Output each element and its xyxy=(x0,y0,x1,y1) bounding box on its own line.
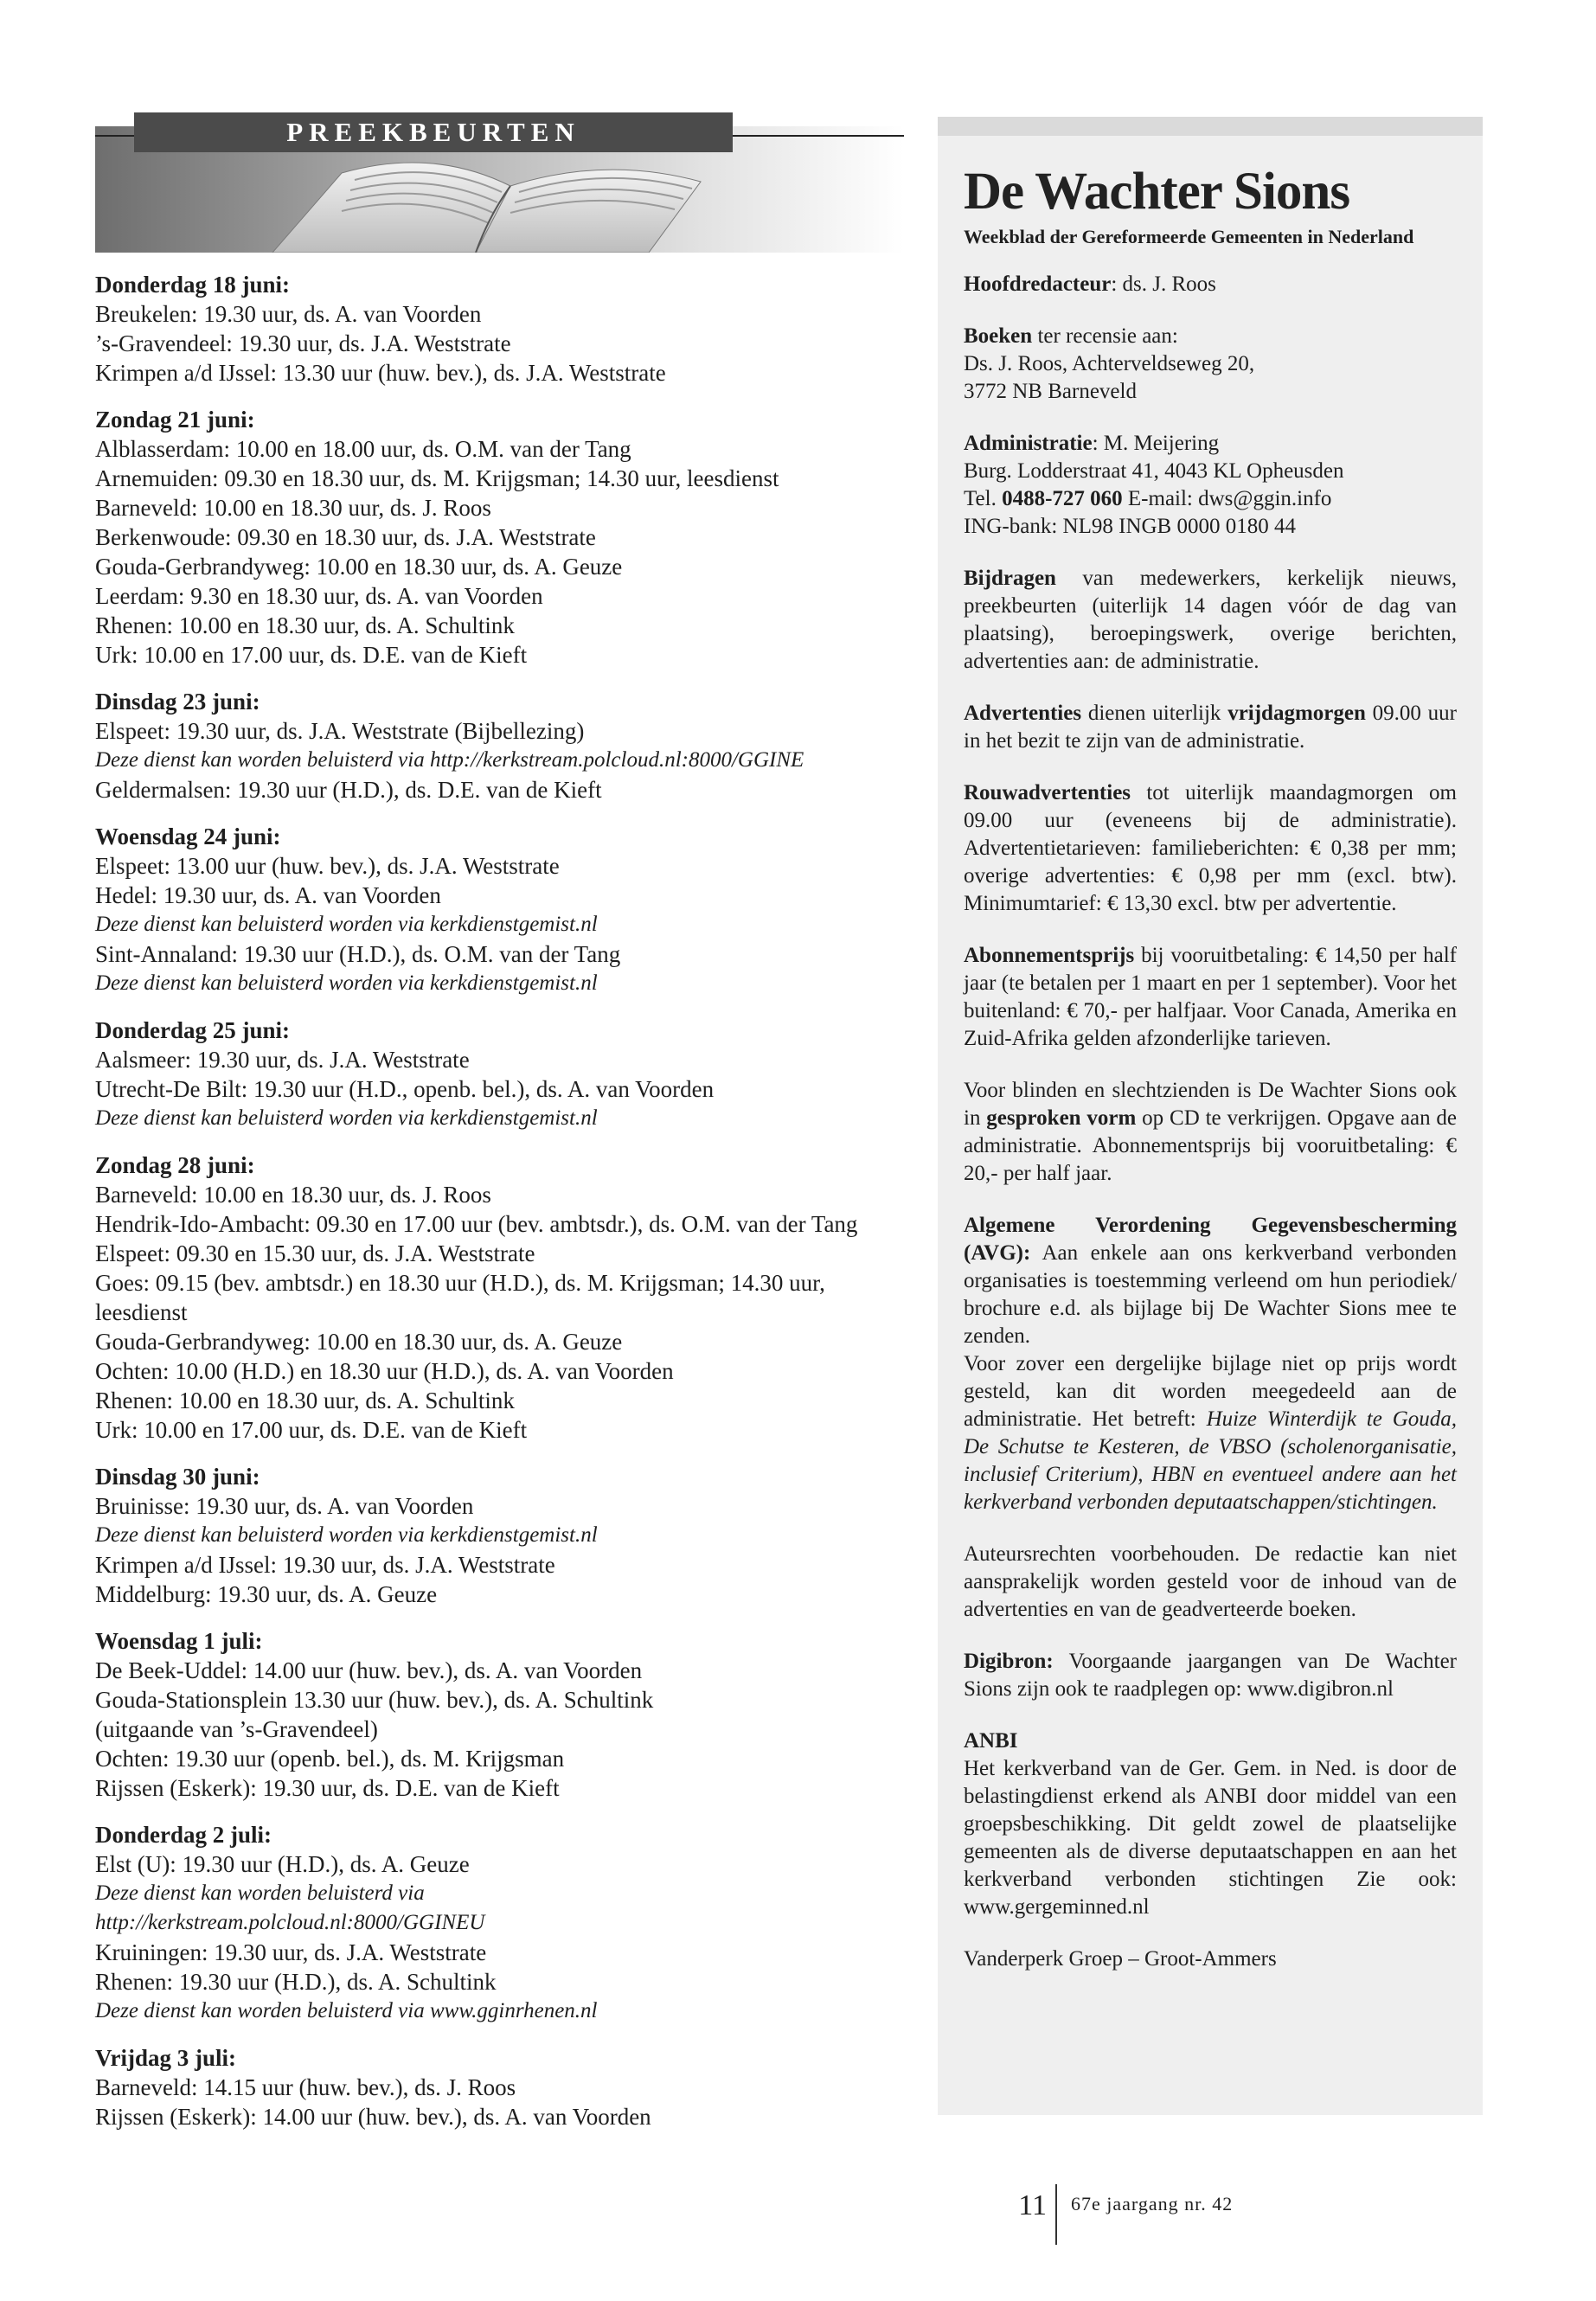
colophon-line xyxy=(964,430,1457,458)
colophon-top-bar xyxy=(938,117,1483,136)
stream-note: http://kerkstream.polcloud.nl:8000/GGINEU xyxy=(95,1911,485,1934)
colophon-line xyxy=(964,485,1457,513)
service-day xyxy=(95,822,904,998)
day-heading: Woensdag 1 juli: xyxy=(95,1628,263,1654)
text-segment: Voor zover een dergelijke bijlage niet op prijs wordt gesteld, kan dit worden meegedeeld aan de administratie. Het betreft: xyxy=(964,1352,1457,1431)
text-segment: Ds. J. Roos, Achterveldseweg 20, xyxy=(964,352,1255,375)
service-entry: Leerdam: 9.30 en 18.30 uur, ds. A. van Voorden xyxy=(95,583,543,609)
bold-label: Advertenties xyxy=(964,702,1082,725)
day-heading: Zondag 21 juni: xyxy=(95,407,255,433)
colophon-administratie xyxy=(964,430,1457,541)
preekbeurten-title: PREEKBEURTEN xyxy=(134,112,733,152)
day-heading: Vrijdag 3 juli: xyxy=(95,2045,236,2071)
service-entry: Rijssen (Eskerk): 19.30 uur, ds. D.E. van de Kieft xyxy=(95,1775,560,1801)
stream-note: Deze dienst kan beluisterd worden via kerkdienstgemist.nl xyxy=(95,1523,598,1547)
text-segment: 3772 NB Barneveld xyxy=(964,380,1137,403)
colophon-hoofdredacteur xyxy=(964,271,1457,298)
text-segment: van medewerkers, kerkelijk nieuws, preekbeurten (uiterlijk 14 dagen vóór de dag van plaatsing), beroepingswerk, overige berichten, advertenties aan: de administratie. xyxy=(964,567,1457,673)
colophon-line xyxy=(964,271,1457,298)
service-entry: Gouda-Gerbrandyweg: 10.00 en 18.30 uur, ds. A. Geuze xyxy=(95,1329,623,1355)
service-entry: Rhenen: 10.00 en 18.30 uur, ds. A. Schultink xyxy=(95,612,515,638)
bold-label: 0488-727 060 xyxy=(1002,487,1123,510)
text-segment: Auteursrechten voorbehouden. De redactie kan niet aansprakelijk worden gesteld voor de inhoud van de advertenties en van de geadverteerde boeken. xyxy=(964,1542,1457,1621)
day-heading: Woensdag 24 juni: xyxy=(95,824,281,849)
text-segment: Burg. Lodderstraat 41, 4043 KL Opheusden xyxy=(964,459,1344,483)
bold-label: vrijdagmorgen xyxy=(1227,702,1366,725)
service-entry: Geldermalsen: 19.30 uur (H.D.), ds. D.E. van de Kieft xyxy=(95,777,602,803)
bold-label: Bijdragen xyxy=(964,567,1056,590)
colophon-line xyxy=(964,1755,1457,1921)
footer-divider xyxy=(1055,2184,1057,2245)
colophon-line xyxy=(964,942,1457,1053)
text-segment: Tel. xyxy=(964,487,1003,510)
service-day xyxy=(95,1820,904,2026)
stream-note: Deze dienst kan worden beluisterd via www.gginrhenen.nl xyxy=(95,1999,598,2022)
service-entry: ’s-Gravendeel: 19.30 uur, ds. J.A. Weststrate xyxy=(95,330,511,356)
service-day xyxy=(95,2043,904,2131)
preekbeurten-column xyxy=(95,112,904,2149)
colophon-rouwadvertenties xyxy=(964,779,1457,918)
service-entry: Hendrik-Ido-Ambacht: 09.30 en 17.00 uur (bev. ambtsdr.), ds. O.M. van der Tang xyxy=(95,1211,858,1237)
colophon-line xyxy=(964,565,1457,676)
day-heading: Donderdag 18 juni: xyxy=(95,272,291,298)
service-entry: Rijssen (Eskerk): 14.00 uur (huw. bev.), ds. A. van Voorden xyxy=(95,2104,651,2130)
text-segment: op CD te verkrijgen. Opgave aan de administratie. Abonnementsprijs bij vooruitbetaling: € 20,- per half jaar. xyxy=(964,1106,1458,1185)
service-day xyxy=(95,270,904,388)
service-entry: Krimpen a/d IJssel: 19.30 uur, ds. J.A. Weststrate xyxy=(95,1552,555,1578)
service-entry: Bruinisse: 19.30 uur, ds. A. van Voorden xyxy=(95,1493,474,1519)
service-entry: Rhenen: 19.30 uur (H.D.), ds. A. Schultink xyxy=(95,1969,497,1995)
bold-label: Abonnementsprijs xyxy=(964,944,1135,967)
text-segment: Voor blinden en slechtzienden is De Wachter Sions ook in xyxy=(964,1079,1457,1130)
service-entry: Kruiningen: 19.30 uur, ds. J.A. Weststrate xyxy=(95,1939,487,1965)
colophon-line xyxy=(964,1212,1457,1350)
service-entry: Gouda-Stationsplein 13.30 uur (huw. bev.), ds. A. Schultink xyxy=(95,1687,654,1713)
magazine-subtitle: Weekblad der Gereformeerde Gemeenten in Nederland xyxy=(964,226,1414,247)
service-entry: Alblasserdam: 10.00 en 18.00 uur, ds. O.M. van der Tang xyxy=(95,436,631,462)
service-entry: Breukelen: 19.30 uur, ds. A. van Voorden xyxy=(95,301,482,327)
service-entry: Elst (U): 19.30 uur (H.D.), ds. A. Geuze xyxy=(95,1851,470,1877)
colophon-boeken xyxy=(964,323,1457,406)
service-entry: Ochten: 19.30 uur (openb. bel.), ds. M. Krijgsman xyxy=(95,1746,565,1772)
colophon-line xyxy=(964,350,1457,378)
bold-label: Boeken xyxy=(964,324,1033,348)
colophon-abonnementsprijs xyxy=(964,942,1457,1053)
text-segment: Aan enkele aan ons kerkverband verbonden organisaties is toestemming verleend om hun periodiek/ brochure e.d. als bijlage bij De Wachter Sions mee te zenden. xyxy=(964,1241,1457,1348)
text-segment: bij vooruitbetaling: € 14,50 per half jaar (te betalen per 1 maart en per 1 september). Voor het buitenland: € 70,- per halfjaar. Voor Canada, Amerika en Zuid-Afrika gelden afzonderlijke tarieven. xyxy=(964,944,1457,1050)
service-entry: Goes: 09.15 (bev. ambtsdr.) en 18.30 uur (H.D.), ds. M. Krijgsman; 14.30 uur, leesdienst xyxy=(95,1270,825,1325)
service-entry: Berkenwoude: 09.30 en 18.30 uur, ds. J.A. Weststrate xyxy=(95,524,596,550)
colophon-avg xyxy=(964,1212,1457,1516)
text-segment: 09.00 uur in het bezit te zijn van de administratie. xyxy=(964,702,1458,753)
stream-note: Deze dienst kan beluisterd worden via kerkdienstgemist.nl xyxy=(95,913,598,936)
colophon-content xyxy=(964,162,1457,1997)
day-heading: Dinsdag 30 juni: xyxy=(95,1464,260,1490)
colophon-line xyxy=(964,513,1457,541)
service-day xyxy=(95,1462,904,1609)
text-segment: ING-bank: NL98 INGB 0000 0180 44 xyxy=(964,515,1296,538)
text-segment: Vanderperk Groep – Groot-Ammers xyxy=(964,1947,1277,1971)
service-entry: Barneveld: 10.00 en 18.30 uur, ds. J. Roos xyxy=(95,1182,491,1208)
colophon-line xyxy=(964,378,1457,406)
colophon-drukker xyxy=(964,1945,1457,1973)
service-entry: Rhenen: 10.00 en 18.30 uur, ds. A. Schultink xyxy=(95,1388,515,1413)
colophon-auteursrechten xyxy=(964,1541,1457,1624)
service-day xyxy=(95,405,904,670)
service-day xyxy=(95,687,904,804)
text-segment: : M. Meijering xyxy=(1092,432,1220,455)
colophon-paragraphs xyxy=(964,271,1457,1973)
magazine-title: De Wachter Sions xyxy=(964,163,1350,221)
service-entry: Elspeet: 09.30 en 15.30 uur, ds. J.A. Weststrate xyxy=(95,1240,535,1266)
bold-label: Algemene Verordening Gegevensbescherming (AVG): xyxy=(964,1214,1457,1265)
bold-label: Rouwadvertenties xyxy=(964,781,1131,804)
colophon-digibron xyxy=(964,1648,1457,1703)
text-segment: tot uiterlijk maandagmorgen om 09.00 uur (eveneens bij de administratie). Advertentietarieven: familieberichten: € 0,38 per mm; overige advertenties: € 0,98 per mm (excl. btw). Minimumtarief: € 13,30 excl. btw per advertentie. xyxy=(964,781,1457,915)
colophon-line xyxy=(964,323,1457,350)
colophon-blinden xyxy=(964,1077,1457,1188)
service-entry: Gouda-Gerbrandyweg: 10.00 en 18.30 uur, ds. A. Geuze xyxy=(95,554,623,580)
stream-note: Deze dienst kan beluisterd worden via kerkdienstgemist.nl xyxy=(95,1106,598,1130)
service-entry: Middelburg: 19.30 uur, ds. A. Geuze xyxy=(95,1581,438,1607)
service-entry: Hedel: 19.30 uur, ds. A. van Voorden xyxy=(95,882,441,908)
service-entry: Krimpen a/d IJssel: 13.30 uur (huw. bev.), ds. J.A. Weststrate xyxy=(95,360,666,386)
colophon-line xyxy=(964,1727,1457,1755)
service-entry: Barneveld: 10.00 en 18.30 uur, ds. J. Roos xyxy=(95,495,491,521)
service-entry: Utrecht-De Bilt: 19.30 uur (H.D., openb. bel.), ds. A. van Voorden xyxy=(95,1076,715,1102)
service-entry: Arnemuiden: 09.30 en 18.30 uur, ds. M. Krijgsman; 14.30 uur, leesdienst xyxy=(95,465,779,491)
colophon-line xyxy=(964,458,1457,485)
service-entry: Urk: 10.00 en 17.00 uur, ds. D.E. van de Kieft xyxy=(95,642,528,668)
service-entry: Aalsmeer: 19.30 uur, ds. J.A. Weststrate xyxy=(95,1047,470,1073)
day-heading: Donderdag 25 juni: xyxy=(95,1017,291,1043)
stream-note: Deze dienst kan beluisterd worden via kerkdienstgemist.nl xyxy=(95,971,598,995)
colophon-line xyxy=(964,1648,1457,1703)
service-entry: Sint-Annaland: 19.30 uur (H.D.), ds. O.M. van der Tang xyxy=(95,941,621,967)
service-entry: Ochten: 10.00 (H.D.) en 18.30 uur (H.D.), ds. A. van Voorden xyxy=(95,1358,674,1384)
day-heading: Zondag 28 juni: xyxy=(95,1152,255,1178)
italic-text: Huize Winterdijk te Gouda, De Schutse te Kesteren, de VBSO (scholenorganisatie, inclusief Criterium), HBN en eventueel andere aan het kerkverband verbonden deputaatschappen/stichtingen. xyxy=(964,1407,1457,1514)
bold-label: ANBI xyxy=(964,1729,1018,1753)
colophon-line xyxy=(964,1077,1457,1188)
text-segment: : ds. J. Roos xyxy=(1111,272,1216,296)
stream-note: Deze dienst kan worden beluisterd via xyxy=(95,1881,425,1905)
service-entry: De Beek-Uddel: 14.00 uur (huw. bev.), ds. A. van Voorden xyxy=(95,1657,643,1683)
colophon-line xyxy=(964,1350,1457,1516)
colophon-line xyxy=(964,700,1457,755)
colophon-anbi xyxy=(964,1727,1457,1921)
service-day xyxy=(95,1150,904,1445)
service-entry: (uitgaande van ’s-Gravendeel) xyxy=(95,1716,378,1742)
text-segment: dienen uiterlijk xyxy=(1081,702,1228,725)
service-day xyxy=(95,1626,904,1803)
service-entry: Elspeet: 19.30 uur, ds. J.A. Weststrate (Bijbellezing) xyxy=(95,718,585,744)
colophon-line xyxy=(964,779,1457,918)
day-heading: Donderdag 2 juli: xyxy=(95,1822,272,1848)
issue-label: 67e jaargang nr. 42 xyxy=(1071,2193,1234,2214)
colophon-box xyxy=(938,117,1483,2115)
service-day xyxy=(95,1016,904,1133)
bold-label: Digibron: xyxy=(964,1650,1054,1673)
service-entry: Elspeet: 13.00 uur (huw. bev.), ds. J.A. Weststrate xyxy=(95,853,560,879)
text-segment: Het kerkverband van de Ger. Gem. in Ned. is door de belastingdienst erkend als ANBI door middel van een groepsbeschikking. Dit geldt zowel de plaatselijke gemeenten als de diverse deputaatschappen en aan het kerkverband verbonden stichtingen Zie ook: www.gergeminned.nl xyxy=(964,1757,1457,1919)
stream-note: Deze dienst kan worden beluisterd via http://kerkstream.polcloud.nl:8000/GGINE xyxy=(95,748,804,772)
text-segment: ter recensie aan: xyxy=(1032,324,1178,348)
bold-label: gesproken vorm xyxy=(986,1106,1137,1130)
preekbeurten-header xyxy=(95,112,904,253)
colophon-line xyxy=(964,1541,1457,1624)
text-segment: E-mail: dws@ggin.info xyxy=(1122,487,1332,510)
colophon-line xyxy=(964,1945,1457,1973)
colophon-advertenties xyxy=(964,700,1457,755)
service-entry: Barneveld: 14.15 uur (huw. bev.), ds. J. Roos xyxy=(95,2074,516,2100)
service-schedule xyxy=(95,270,904,2131)
text-segment: Voorgaande jaargangen van De Wachter Sions zijn ook te raadplegen op: www.digibron.nl xyxy=(964,1650,1457,1701)
bold-label: Administratie xyxy=(964,432,1093,455)
day-heading: Dinsdag 23 juni: xyxy=(95,689,260,715)
bold-label: Hoofdredacteur xyxy=(964,272,1112,296)
page-number: 11 xyxy=(1018,2189,1047,2221)
service-entry: Urk: 10.00 en 17.00 uur, ds. D.E. van de Kieft xyxy=(95,1417,528,1443)
colophon-bijdragen xyxy=(964,565,1457,676)
